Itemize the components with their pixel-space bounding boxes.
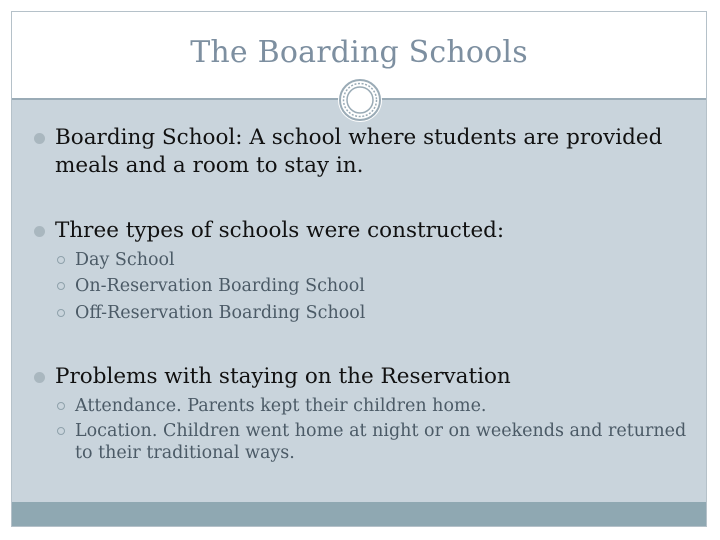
- sub-bullet-item: [57, 420, 697, 464]
- bullet-text: Boarding School: A school where students are provided meals and a room to stay in.: [55, 125, 663, 178]
- sub-bullet-text: Location. Children went home at night or on weekends and returned to their traditional ways.: [75, 421, 687, 463]
- sub-bullet-text: On-Reservation Boarding School: [75, 276, 365, 296]
- sub-bullet-marker: [57, 427, 65, 435]
- sub-bullet-text: Attendance. Parents kept their children home.: [75, 396, 487, 416]
- sub-bullet-item: [57, 300, 697, 326]
- sub-bullet-marker: [57, 402, 65, 410]
- sub-bullet-text: Day School: [75, 250, 175, 270]
- bullet-marker: [34, 226, 45, 237]
- sub-bullet-marker: [57, 256, 65, 264]
- footer-band: [12, 502, 706, 526]
- sub-bullet-item: [57, 393, 697, 419]
- slide-body: [12, 12, 706, 526]
- bullet-text: Three types of schools were constructed:: [55, 218, 505, 243]
- sub-bullet-text: Off-Reservation Boarding School: [75, 303, 366, 323]
- sub-bullet-item: [57, 247, 697, 273]
- bullet-item: [34, 124, 684, 180]
- bullet-marker: [34, 372, 45, 383]
- slide: [11, 11, 707, 527]
- bullet-item: [34, 217, 684, 245]
- sub-bullet-marker: [57, 309, 65, 317]
- bullet-marker: [34, 133, 45, 144]
- slide-title: The Boarding Schools: [190, 35, 528, 70]
- sub-bullet-item: [57, 273, 697, 299]
- sub-bullet-marker: [57, 282, 65, 290]
- bullet-text: Problems with staying on the Reservation: [55, 364, 511, 389]
- bullet-item: [34, 363, 684, 391]
